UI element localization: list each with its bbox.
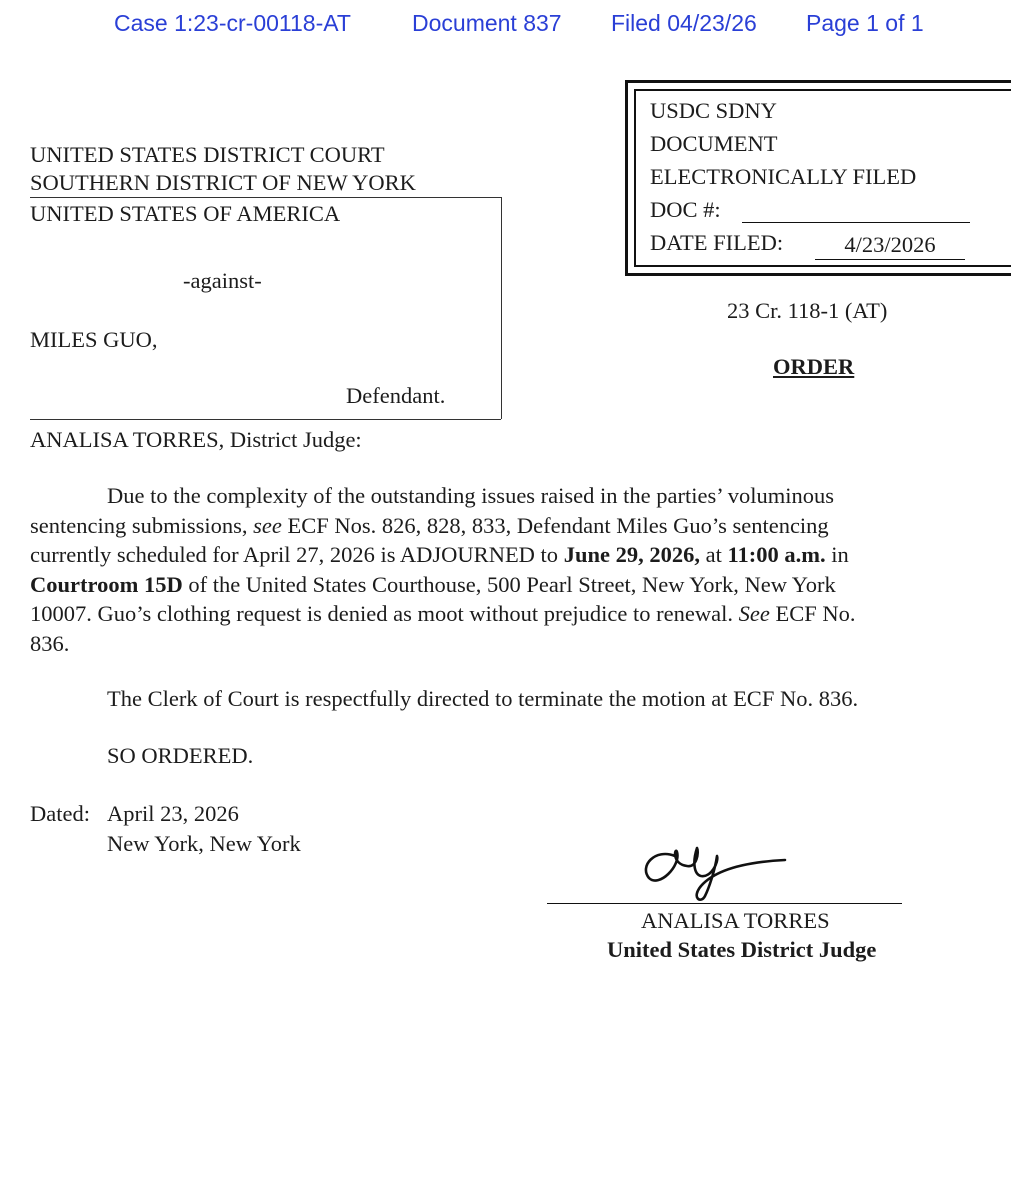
text-span: 10007. Guo’s clothing request is denied as moot without prejudice to renewal. — [30, 601, 739, 626]
text-span: ECF Nos. 826, 828, 833, Defendant Miles Guo’s sentencing — [281, 512, 829, 538]
text-span: in — [825, 542, 849, 567]
caption-defendant-label: Defendant. — [346, 383, 446, 408]
dated-place: New York, New York — [107, 831, 301, 856]
see-signal: See — [738, 601, 770, 626]
sentencing-time: 11:00 a.m. — [727, 542, 826, 567]
court-name: UNITED STATES DISTRICT COURT — [30, 142, 385, 167]
case-number-header: Case 1:23-cr-00118-AT — [114, 10, 351, 36]
text-span: ECF No. — [769, 601, 856, 626]
dated-label: Dated: — [30, 801, 90, 826]
order-paragraph-1 — [30, 481, 960, 658]
dated-date: April 23, 2026 — [107, 801, 239, 826]
courtroom: Courtroom 15D — [30, 571, 183, 597]
order-paragraph-2: The Clerk of Court is respectfully directed to terminate the motion at ECF No. 836. — [107, 686, 859, 711]
paragraph-1-line-4 — [30, 570, 960, 600]
filed-date-header: Filed 04/23/26 — [611, 10, 757, 36]
paragraph-1-line-6: 836. — [30, 630, 70, 656]
case-number: 23 Cr. 118-1 (AT) — [727, 298, 888, 323]
caption-defendant-name: MILES GUO, — [30, 327, 158, 352]
judge-intro: ANALISA TORRES, District Judge: — [30, 427, 362, 452]
text-span: sentencing submissions, — [30, 512, 254, 538]
paragraph-1-line-1: Due to the complexity of the outstanding issues raised in the parties’ voluminous — [107, 483, 834, 508]
caption-bottom-rule — [30, 419, 501, 420]
signature-line — [547, 903, 902, 904]
caption-right-rule — [501, 197, 502, 419]
document-number-header: Document 837 — [412, 10, 562, 36]
stamp-doc-label: DOC #: — [650, 197, 721, 222]
new-sentencing-date: June 29, 2026, — [563, 542, 700, 567]
signature-title: United States District Judge — [607, 937, 877, 962]
stamp-line-document: DOCUMENT — [650, 131, 778, 156]
see-signal: see — [253, 512, 282, 538]
stamp-line-usdc: USDC SDNY — [650, 98, 777, 123]
court-district: SOUTHERN DISTRICT OF NEW YORK — [30, 170, 416, 195]
paragraph-1-line-5 — [30, 599, 960, 629]
caption-top-rule — [30, 197, 501, 198]
so-ordered: SO ORDERED. — [107, 743, 254, 768]
text-span: of the United States Courthouse, 500 Pearl Street, New York, New York — [182, 571, 836, 597]
paragraph-1-line-3 — [30, 540, 960, 570]
caption-plaintiff: UNITED STATES OF AMERICA — [30, 201, 341, 226]
page-number-header: Page 1 of 1 — [806, 10, 924, 36]
filing-header — [0, 10, 1011, 44]
signature-name: ANALISA TORRES — [641, 908, 830, 933]
paragraph-1-line-2 — [30, 511, 960, 541]
text-span: at — [699, 542, 728, 567]
judge-signature-image — [635, 826, 795, 906]
caption-against: -against- — [183, 268, 262, 293]
order-title: ORDER — [773, 354, 855, 379]
stamp-date-value: 4/23/2026 — [815, 230, 965, 260]
stamp-doc-blank — [742, 222, 970, 223]
text-span: currently scheduled for April 27, 2026 is ADJOURNED to — [30, 542, 564, 567]
stamp-date-label: DATE FILED: — [650, 230, 784, 255]
stamp-line-efiled: ELECTRONICALLY FILED — [650, 164, 917, 189]
